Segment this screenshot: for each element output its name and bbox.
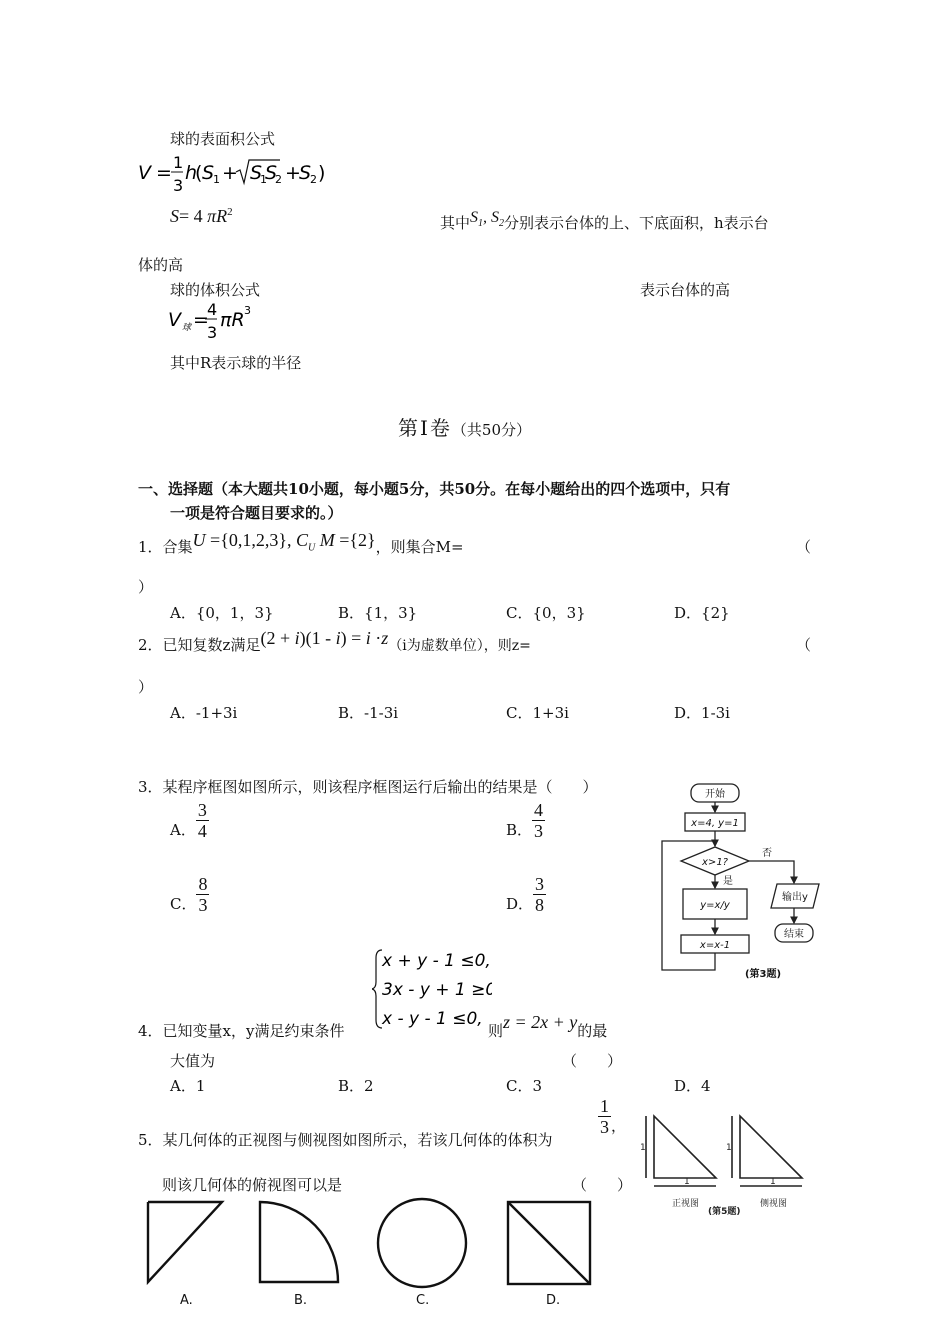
q1-option-c[interactable]: C．{0，3}: [506, 604, 586, 622]
svg-text:1: 1: [684, 1177, 690, 1187]
fc-cond: x>1?: [702, 857, 728, 868]
svg-text:=: =: [193, 309, 209, 331]
svg-text:球: 球: [182, 323, 192, 333]
q4-paren: （ ）: [562, 1052, 623, 1070]
q2-option-b[interactable]: B．-1-3i: [338, 704, 399, 722]
svg-text:S: S: [299, 162, 312, 184]
q5-option-c-shape[interactable]: [378, 1199, 466, 1287]
radius-note: 其中R表示球的半径: [170, 354, 302, 372]
q3-option-a[interactable]: A． $\frac{3}{4}$: [170, 800, 207, 841]
q5-option-b-shape[interactable]: [260, 1202, 338, 1282]
svg-text:x + y - 1 ≤0,: x + y - 1 ≤0,: [382, 951, 491, 971]
sphere-area-formula: S= 4 $\pi R^2$: [170, 206, 233, 226]
q5-views: [636, 1110, 844, 1226]
frustum-volume-formula: [138, 150, 338, 204]
svg-text:3: 3: [244, 304, 251, 317]
front-view-label: 正视图: [672, 1199, 700, 1209]
q5-stem: 5．某几何体的正视图与侧视图如图所示，若该几何体的体积为: [138, 1131, 553, 1149]
q2-option-d[interactable]: D．1-3i: [674, 704, 730, 722]
q3-stem: 3．某程序框图如图所示，则该程序框图运行后输出的结果是（ ）: [138, 778, 598, 796]
height-note: 表示台体的高: [640, 281, 731, 299]
svg-text:3x - y + 1 ≥0,: 3x - y + 1 ≥0,: [382, 980, 492, 1000]
frustum-note-cont: 体的高: [138, 256, 184, 274]
q5-option-b-label: B.: [294, 1293, 308, 1308]
fc-assign-x: x=x-1: [699, 940, 731, 951]
q5-caption: (第5题): [708, 1207, 741, 1217]
svg-text:2: 2: [275, 173, 282, 186]
q4-stem-cont: 大值为: [170, 1052, 216, 1070]
q5-option-c-label: C.: [416, 1293, 430, 1308]
svg-text:+: +: [285, 162, 301, 184]
svg-text:1: 1: [770, 1177, 776, 1187]
section-title: 第Ⅰ卷（共50分）: [398, 416, 531, 440]
svg-text:V: V: [138, 162, 151, 184]
q5-paren: （ ）: [572, 1176, 633, 1194]
svg-text:1: 1: [726, 1143, 732, 1153]
q1-stem: 1．合集U ={0,1,2,3}, $C_U$ M ={2}，则集合M=: [138, 530, 464, 556]
fc-yes: 是: [723, 876, 733, 887]
part1-heading: 一、选择题（本大题共10小题，每小题5分，共50分。在每小题给出的四个选项中，只有: [138, 480, 731, 498]
svg-text:1: 1: [640, 1143, 646, 1153]
svg-text:(: (: [195, 162, 203, 184]
q1-option-a[interactable]: A．{0，1，3}: [170, 604, 274, 622]
q5-option-d-shape[interactable]: [508, 1202, 590, 1284]
fc-no: 否: [762, 848, 772, 859]
fc-start: 开始: [705, 789, 725, 800]
sphere-volume-formula: [168, 299, 278, 349]
svg-text:S: S: [265, 162, 278, 184]
q3-option-c[interactable]: C． $\frac{8}{3}$: [170, 874, 208, 915]
svg-text:h: h: [185, 162, 198, 184]
q2-stem: 2．已知复数z满足(2 + i)(1 - i) = i ·z（i为虚数单位），则z=: [138, 628, 531, 654]
q1-option-b[interactable]: B．{1，3}: [338, 604, 418, 622]
svg-text:): ): [318, 162, 326, 184]
q2-paren-open: （: [796, 636, 812, 654]
svg-text:1: 1: [213, 173, 220, 186]
q5-option-a-label: A.: [180, 1293, 193, 1308]
q5-option-a-shape[interactable]: [148, 1202, 222, 1282]
q1-option-d[interactable]: D．{2}: [674, 604, 730, 622]
part1-heading-cont: 一项是符合题目要求的。）: [170, 504, 343, 522]
fc-assign-y: y=x/y: [700, 900, 730, 911]
sphere-area-label: 球的表面积公式: [170, 130, 276, 148]
svg-text:3: 3: [173, 176, 184, 195]
q4-option-b[interactable]: B．2: [338, 1077, 374, 1095]
q4-option-c[interactable]: C．3: [506, 1077, 543, 1095]
q5-volume-fraction: $\frac{1}{3}$ ，: [600, 1096, 627, 1137]
svg-text:3: 3: [207, 323, 218, 342]
q3-option-d[interactable]: D． $\frac{3}{8}$: [506, 874, 545, 915]
svg-text:+: +: [222, 162, 238, 184]
frustum-note: 其中$S_1$, $S_2$分别表示台体的上、下底面积，h表示台: [440, 209, 769, 232]
q2-option-a[interactable]: A．-1+3i: [170, 704, 238, 722]
svg-text:1: 1: [260, 173, 267, 186]
q4-option-a[interactable]: A．1: [170, 1077, 206, 1095]
q3-flowchart: [655, 780, 845, 989]
svg-text:x - y - 1 ≤0,: x - y - 1 ≤0,: [382, 1009, 483, 1029]
svg-text:2: 2: [310, 173, 317, 186]
q2-paren-close: ）: [138, 678, 154, 696]
q5-option-d-label: D.: [546, 1293, 561, 1308]
svg-text:=: =: [156, 162, 172, 184]
q4-option-d[interactable]: D．4: [674, 1077, 711, 1095]
svg-text:S: S: [250, 162, 263, 184]
svg-text:4: 4: [207, 300, 218, 319]
q5-top-view-options: [138, 1196, 598, 1312]
svg-text:1: 1: [173, 153, 184, 172]
fc-end: 结束: [784, 929, 804, 940]
q4-objective: 则z = 2x + y的最: [488, 1012, 608, 1040]
svg-text:S: S: [202, 162, 215, 184]
fc-caption: (第3题): [744, 969, 782, 980]
q1-paren-open: （: [796, 538, 812, 556]
svg-text:V: V: [168, 309, 181, 331]
q2-option-c[interactable]: C．1+3i: [506, 704, 569, 722]
q1-paren-close: ）: [138, 578, 154, 596]
side-view-label: 侧视图: [760, 1199, 788, 1209]
svg-text:πR: πR: [220, 309, 245, 331]
q4-stem: 4．已知变量x，y满足约束条件: [138, 1022, 345, 1040]
fc-output: 输出y: [782, 892, 808, 903]
sphere-volume-label: 球的体积公式: [170, 281, 261, 299]
q3-option-b[interactable]: B． $\frac{4}{3}$: [506, 800, 544, 841]
q5-stem-cont: 则该几何体的俯视图可以是: [162, 1176, 343, 1194]
q4-constraints: [372, 946, 492, 1036]
fc-init: x=4, y=1: [691, 818, 739, 829]
